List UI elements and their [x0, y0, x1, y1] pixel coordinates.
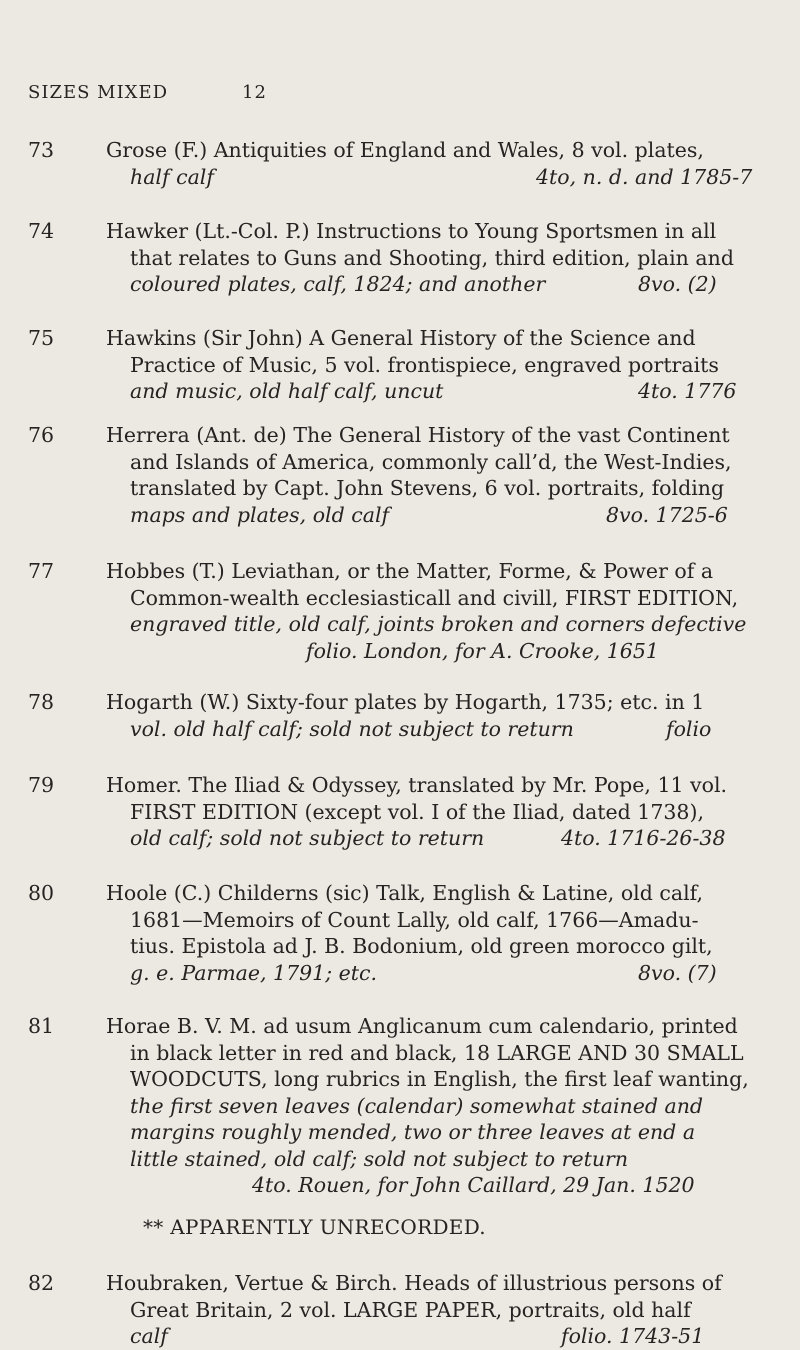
- lot-line: g. e. Parmae, 1791; etc.: [130, 960, 378, 985]
- lot-line: 8vo. (2): [638, 272, 717, 296]
- lot-number: 77: [28, 559, 55, 583]
- lot-line: the first seven leaves (calendar) somewhat stained and: [130, 1093, 704, 1118]
- lot-line: WOODCUTS, long rubrics in English, the first leaf wanting,: [130, 1067, 749, 1091]
- lot-line: old calf; sold not subject to return: [130, 826, 485, 850]
- lot-line: and Islands of America, commonly call’d, the West-Indies,: [130, 449, 732, 474]
- lot-entry: [28, 880, 780, 986]
- lot-line: margins roughly mended, two or three leaves at end a: [130, 1120, 696, 1144]
- lot-line-group: [106, 716, 780, 743]
- section-heading: SIZES MIXED: [28, 82, 169, 103]
- lot-line-group: [106, 960, 780, 987]
- lot-line: 4to. 1776: [638, 379, 737, 403]
- lot-entry: [28, 325, 780, 405]
- lot-number: 81: [28, 1014, 55, 1038]
- lot-line: 4to. Rouen, for John Caillard, 29 Jan. 1520: [252, 1173, 695, 1197]
- lot-line: Great Britain, 2 vol. LARGE PAPER, portraits, old half: [130, 1297, 691, 1322]
- lot-line: Hogarth (W.) Sixty-four plates by Hogarth, 1735; etc. in 1: [106, 690, 705, 714]
- lot-line: FIRST EDITION (except vol. I of the Iliad, dated 1738),: [130, 799, 704, 824]
- lot-line: Common-wealth ecclesiasticall and civill, FIRST EDITION,: [130, 585, 739, 610]
- lot-number: 82: [28, 1271, 55, 1295]
- lot-description: [106, 689, 780, 742]
- lot-line-group: [106, 1323, 780, 1350]
- lot-line: Hobbes (T.) Leviathan, or the Matter, Forme, & Power of a: [106, 559, 714, 583]
- lot-number: 75: [28, 326, 55, 350]
- lot-line: Homer. The Iliad & Odyssey, translated by Mr. Pope, 11 vol.: [106, 773, 728, 797]
- lot-line: Grose (F.) Antiquities of England and Wales, 8 vol. plates,: [106, 138, 704, 162]
- lot-number: 78: [28, 690, 55, 714]
- lot-entry: [28, 772, 780, 852]
- lot-entry: [28, 558, 780, 664]
- lot-number: 79: [28, 773, 55, 797]
- lot-line: 8vo. 1725-6: [606, 502, 728, 527]
- lot-number: 73: [28, 138, 55, 162]
- lot-line: that relates to Guns and Shooting, third edition, plain and: [130, 245, 734, 270]
- lot-line: vol. old half calf; sold not subject to return: [130, 716, 574, 741]
- lot-line: Hawker (Lt.-Col. P.) Instructions to Young Sportsmen in all: [106, 219, 717, 243]
- lot-description: [106, 137, 780, 190]
- lot-line: Herrera (Ant. de) The General History of the vast Continent: [106, 423, 730, 447]
- lot-description: [106, 1270, 780, 1350]
- lot-line-group: [106, 271, 780, 298]
- lot-number: 76: [28, 423, 55, 447]
- lot-note: ** APPARENTLY UNRECORDED.: [143, 1215, 486, 1239]
- lot-line: half calf: [130, 164, 214, 189]
- lot-line: tius. Epistola ad J. B. Bodonium, old green morocco gilt,: [130, 934, 713, 958]
- lot-description: [106, 422, 780, 528]
- lot-line-group: [106, 164, 780, 191]
- lot-line: translated by Capt. John Stevens, 6 vol. portraits, folding: [130, 476, 725, 500]
- lot-entry: [28, 1013, 780, 1199]
- lot-line-group: [106, 502, 780, 529]
- lot-line: folio: [666, 716, 712, 741]
- lot-line: 4to, n. d. and 1785-7: [536, 164, 753, 189]
- lot-number: 74: [28, 219, 55, 243]
- lot-line: engraved title, old calf, joints broken and corners defective: [130, 612, 747, 636]
- lot-line: Practice of Music, 5 vol. frontispiece, engraved portraits: [130, 352, 719, 377]
- lot-line: folio. 1743-51: [561, 1324, 705, 1348]
- lot-description: [106, 558, 780, 664]
- lot-entry: [28, 1270, 780, 1350]
- lot-description: [106, 325, 780, 405]
- lot-entry: [28, 422, 780, 528]
- lot-line: Hawkins (Sir John) A General History of the Science and: [106, 326, 696, 350]
- lot-line: Houbraken, Vertue & Birch. Heads of illustrious persons of: [106, 1271, 722, 1295]
- lot-line: Hoole (C.) Childerns (sic) Talk, English & Latine, old calf,: [106, 881, 704, 905]
- lot-line: Horae B. V. M. ad usum Anglicanum cum calendario, printed: [106, 1014, 738, 1038]
- lot-line-group: [106, 378, 780, 405]
- lot-description: [106, 880, 780, 986]
- lot-line: and music, old half calf, uncut: [130, 379, 444, 403]
- lot-line: 4to. 1716-26-38: [561, 826, 726, 850]
- page-number: 12: [242, 82, 267, 103]
- lot-line: folio. London, for A. Crooke, 1651: [306, 638, 659, 663]
- lot-description: [106, 218, 780, 298]
- lot-line: maps and plates, old calf: [130, 502, 390, 527]
- lot-line: 8vo. (7): [638, 960, 717, 985]
- lot-description: [106, 772, 780, 852]
- lot-line-group: [106, 825, 780, 852]
- lot-line: 1681—Memoirs of Count Lally, old calf, 1766—Amadu-: [130, 907, 699, 932]
- lot-entry: [28, 218, 780, 298]
- lot-line: little stained, old calf; sold not subject to return: [130, 1146, 629, 1171]
- lot-number: 80: [28, 881, 55, 905]
- lot-line: calf: [130, 1324, 168, 1348]
- lot-line: coloured plates, calf, 1824; and another: [130, 272, 546, 296]
- lot-line: in black letter in red and black, 18 LARGE AND 30 SMALL: [130, 1040, 744, 1065]
- lot-description: [106, 1013, 780, 1199]
- lot-entry: [28, 689, 780, 742]
- lot-entry: [28, 137, 780, 190]
